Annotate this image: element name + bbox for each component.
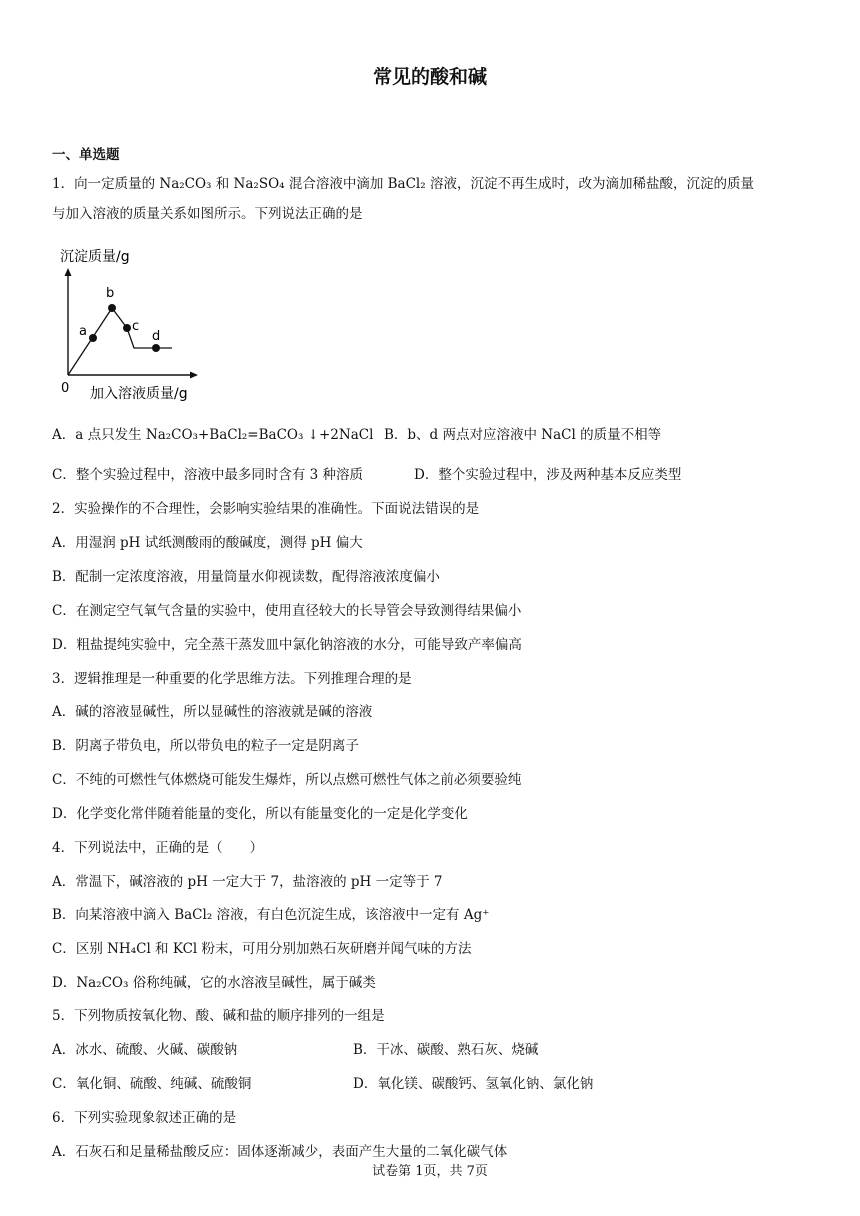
q1-figure-svg: [52, 240, 212, 405]
q1-option-c: C．整个实验过程中，溶液中最多同时含有 3 种溶质: [52, 467, 364, 483]
q3-option-b: B．阴离子带负电，所以带负电的粒子一定是阴离子: [52, 738, 359, 754]
q1-option-b: B．b、d 两点对应溶液中 NaCl 的质量不相等: [384, 427, 662, 443]
q5-option-a: A．冰水、硫酸、火碱、碳酸钠: [52, 1042, 238, 1058]
q1-option-a: A．a 点只发生 Na₂CO₃+BaCl₂=BaCO₃ ↓+2NaCl: [52, 427, 374, 443]
figure-xlabel: 加入溶液质量/g: [90, 386, 188, 402]
q1-figure: [52, 240, 212, 405]
q1-stem-line1: 1．向一定质量的 Na₂CO₃ 和 Na₂SO₄ 混合溶液中滴加 BaCl₂ 溶液，沉淀不再生成时，改为滴加稀盐酸，沉淀的质量: [52, 176, 754, 192]
q4-option-c: C．区别 NH₄Cl 和 KCl 粉末，可用分别加熟石灰研磨并闻气味的方法: [52, 941, 472, 957]
figure-y-arrow: [65, 268, 72, 276]
q4-stem: 4．下列说法中，正确的是（ ）: [52, 840, 264, 856]
q5-option-d: D．氧化镁、碳酸钙、氢氧化钠、氯化钠: [353, 1076, 594, 1092]
q2-stem: 2．实验操作的不合理性，会影响实验结果的准确性。下面说法错误的是: [52, 501, 480, 517]
q5-option-b: B．干冰、碳酸、熟石灰、烧碱: [353, 1042, 539, 1058]
figure-ylabel: 沉淀质量/g: [60, 249, 130, 265]
q3-option-a: A．碱的溶液显碱性，所以显碱性的溶液就是碱的溶液: [52, 704, 373, 720]
label-a: a: [79, 324, 87, 339]
point-c: [123, 324, 131, 332]
point-d: [152, 344, 160, 352]
point-a: [89, 334, 97, 342]
q3-option-c: C．不纯的可燃性气体燃烧可能发生爆炸，所以点燃可燃性气体之前必须要验纯: [52, 772, 522, 788]
label-c: c: [132, 319, 140, 334]
q1-stem-line2: 与加入溶液的质量关系如图所示。下列说法正确的是: [52, 206, 363, 222]
q4-option-b: B．向某溶液中滴入 BaCl₂ 溶液，有白色沉淀生成，该溶液中一定有 Ag⁺: [52, 907, 490, 923]
q4-option-a: A．常温下，碱溶液的 pH 一定大于 7，盐溶液的 pH 一定等于 7: [52, 874, 443, 890]
figure-x-arrow: [190, 372, 198, 379]
q6-stem: 6．下列实验现象叙述正确的是: [52, 1110, 237, 1126]
q2-option-c: C．在测定空气氧气含量的实验中，使用直径较大的长导管会导致测得结果偏小: [52, 603, 522, 619]
q6-option-a: A．石灰石和足量稀盐酸反应：固体逐渐减少，表面产生大量的二氧化碳气体: [52, 1144, 508, 1160]
q5-option-c: C．氧化铜、硫酸、纯碱、硫酸铜: [52, 1076, 252, 1092]
page-title: 常见的酸和碱: [372, 66, 487, 88]
point-b: [108, 304, 116, 312]
q3-stem: 3．逻辑推理是一种重要的化学思维方法。下列推理合理的是: [52, 671, 412, 687]
q4-option-d: D．Na₂CO₃ 俗称纯碱，它的水溶液呈碱性，属于碱类: [52, 975, 376, 991]
q3-option-d: D．化学变化常伴随着能量的变化，所以有能量变化的一定是化学变化: [52, 806, 468, 822]
q2-option-d: D．粗盐提纯实验中，完全蒸干蒸发皿中氯化钠溶液的水分，可能导致产率偏高: [52, 637, 522, 653]
q1-option-d: D．整个实验过程中，涉及两种基本反应类型: [414, 467, 682, 483]
label-b: b: [106, 286, 115, 301]
page-footer: 试卷第 1页，共 7页: [372, 1164, 488, 1179]
label-d: d: [152, 329, 161, 344]
q5-stem: 5．下列物质按氧化物、酸、碱和盐的顺序排列的一组是: [52, 1008, 385, 1024]
q2-option-a: A．用湿润 pH 试纸测酸雨的酸碱度，测得 pH 偏大: [52, 535, 363, 551]
figure-origin: 0: [61, 381, 70, 396]
q2-option-b: B．配制一定浓度溶液，用量筒量水仰视读数，配得溶液浓度偏小: [52, 569, 440, 585]
section-heading: 一、单选题: [52, 147, 120, 163]
